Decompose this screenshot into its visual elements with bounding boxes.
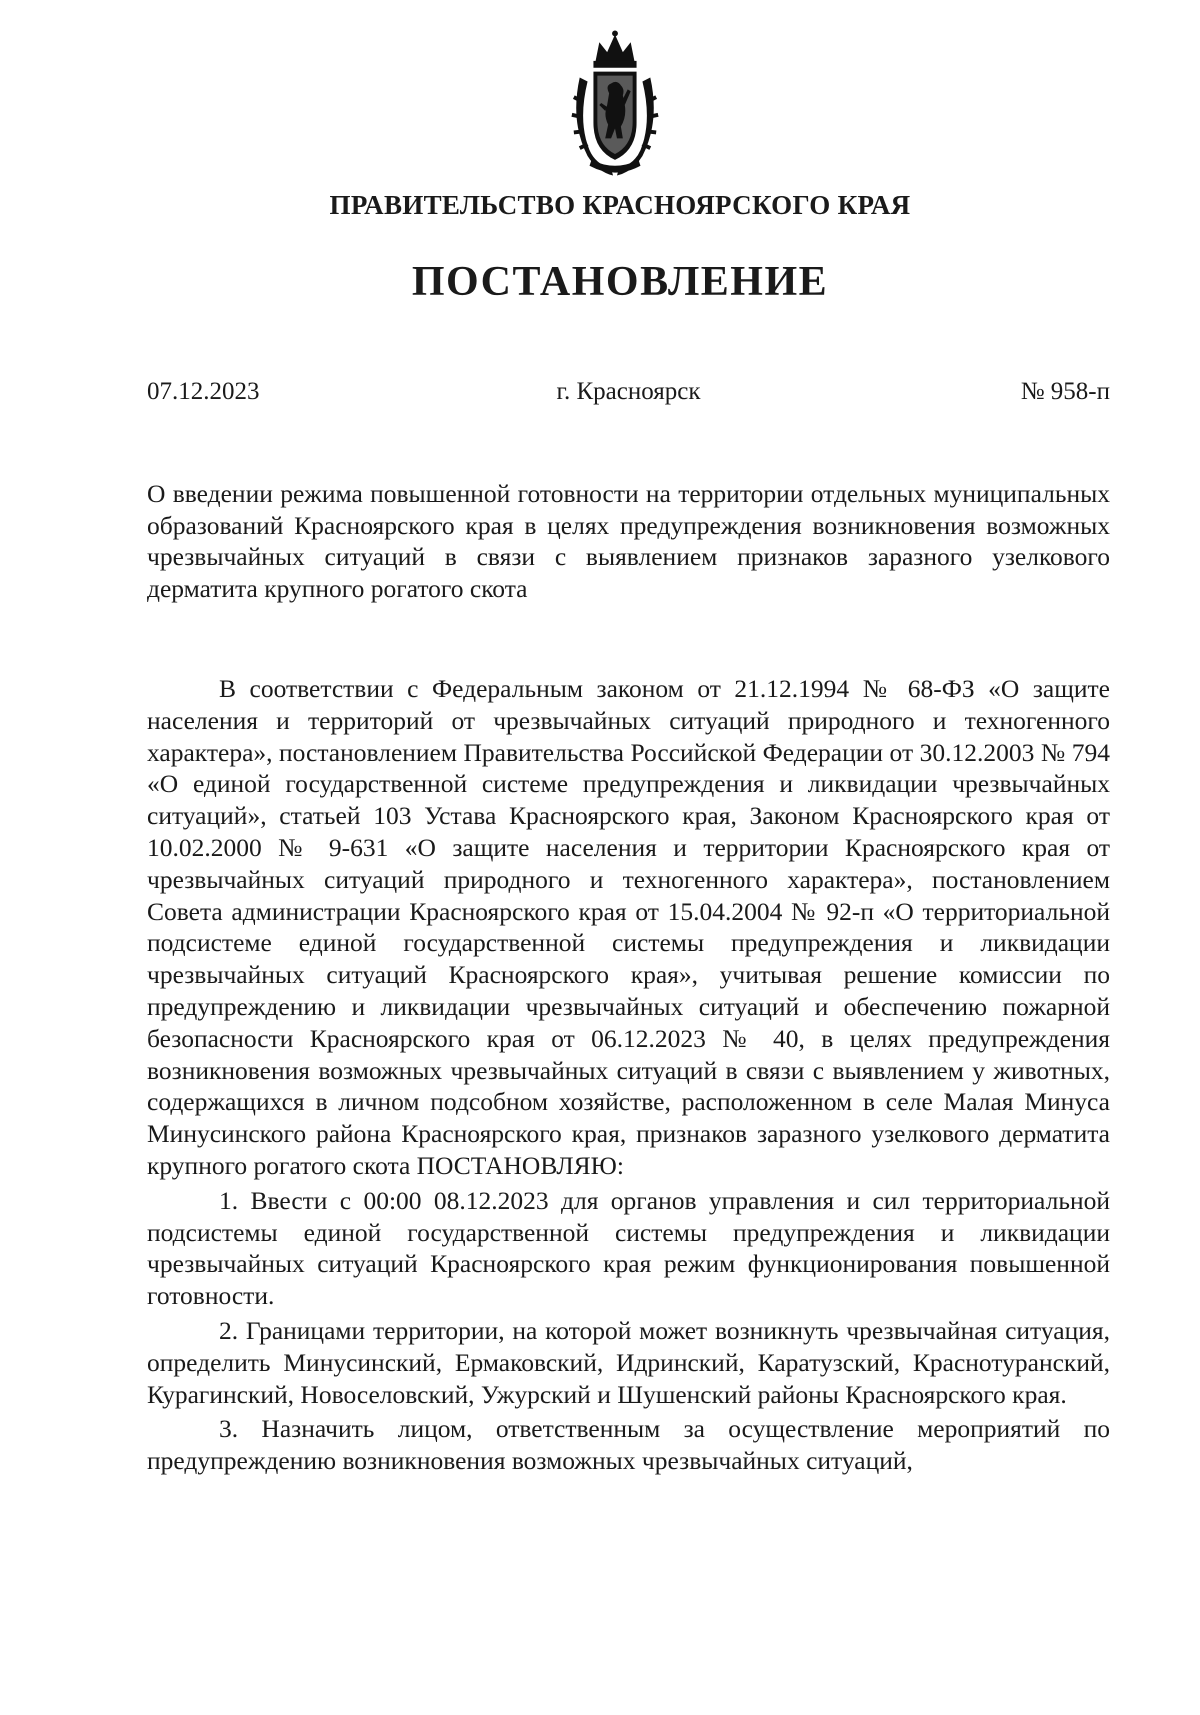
document-meta <box>147 378 1110 414</box>
document-city: г. Красноярск <box>556 378 701 405</box>
organization-title: ПРАВИТЕЛЬСТВО КРАСНОЯРСКОГО КРАЯ <box>329 190 911 220</box>
document-date: 07.12.2023 <box>147 378 260 405</box>
krasnoyarsk-coat-of-arms-icon <box>566 28 664 182</box>
document-type-title: ПОСТАНОВЛЕНИЕ <box>411 259 829 305</box>
document-number: № 958-п <box>1020 378 1110 405</box>
item-1-paragraph: 1. Ввести с 00:00 08.12.2023 для органов управления и сил территориальной подсистемы единой государственной системы предупреждения и ликвидации чрезвычайных ситуаций Красноярского края режим функционирования повышенной готовности. <box>147 1185 1110 1311</box>
document-subject: О введении режима повышенной готовности на территории отдельных муниципальных образований Красноярского края в целях предупреждения возникновения возможных чрезвычайных ситуаций в связи с выявлением признаков заразного узелкового дерматита крупного рогатого скота <box>147 479 1110 603</box>
item-2-paragraph: 2. Границами территории, на которой может возникнуть чрезвычайная ситуация, определить Минусинский, Ермаковский, Идринский, Каратузский, Краснотуранский, Курагинский, Новоселовский, Ужурский и Шушенский районы Красноярского края. <box>147 1315 1110 1409</box>
document-body <box>147 673 1110 1477</box>
item-3-paragraph: 3. Назначить лицом, ответственным за осуществление мероприятий по предупреждению возникновения возможных чрезвычайных ситуаций, <box>147 1414 1110 1476</box>
preamble-paragraph: В соответствии с Федеральным законом от 21.12.1994 № 68-ФЗ «О защите населения и территорий от чрезвычайных ситуаций природного и техногенного характера», постановлением Правительства Российской Федерации от 30.12.2003 № 794 «О единой государственной системе предупреждения и ликвидации чрезвычайных ситуаций», статьей 103 Устава Красноярского края, Законом Красноярского края от 10.02.2000 № 9-631 «О защите населения и территории Красноярского края от чрезвычайных ситуаций природного и техногенного характера», постановлением Совета администрации Красноярского края от 15.04.2004 № 92-п «О территориальной подсистеме единой государственной системы предупреждения и ликвидации чрезвычайных ситуаций Красноярского края», учитывая решение комиссии по предупреждению и ликвидации чрезвычайных ситуаций и обеспечению пожарной безопасности Красноярского края от 06.12.2023 № 40, в целях предупреждения возникновения возможных чрезвычайных ситуаций в связи с выявлением у животных, содержащихся в личном подсобном хозяйстве, расположенном в селе Малая Минуса Минусинского района Красноярского края, признаков заразного узелкового дерматита крупного рогатого скота ПОСТАНОВЛЯЮ: <box>147 674 1110 1180</box>
